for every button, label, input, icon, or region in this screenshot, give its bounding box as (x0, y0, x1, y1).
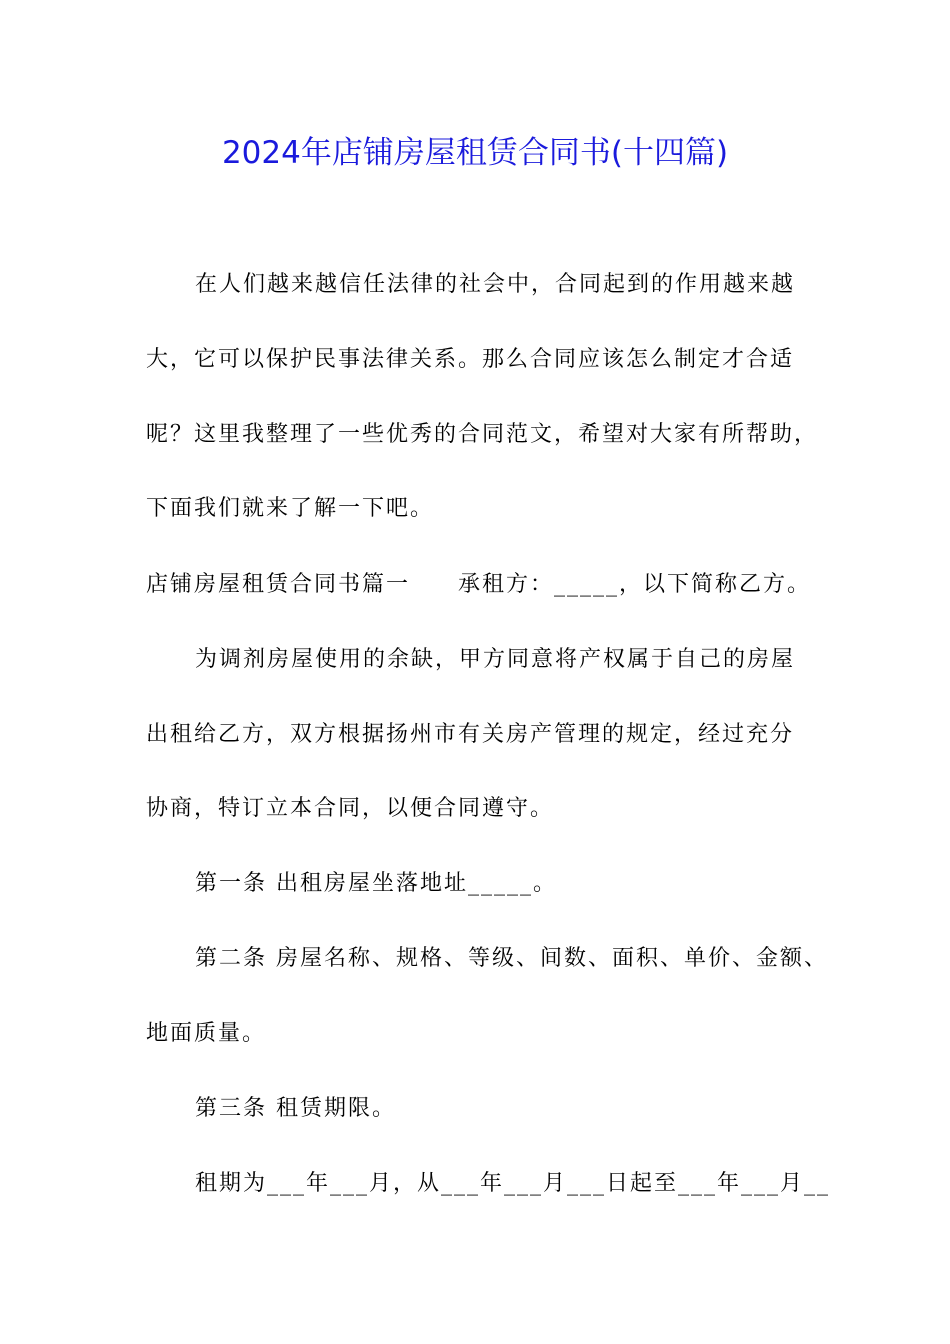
paragraph-line: 在人们越来越信任法律的社会中，合同起到的作用越来越 (195, 272, 796, 297)
clause-line: 租期为___年___月，从___年___月___日起至___年___月__ (195, 1171, 831, 1196)
clause-line: 第二条 房屋名称、规格、等级、间数、面积、单价、金额、 (195, 946, 828, 971)
document-title: 2024年店铺房屋租赁合同书(十四篇) (221, 135, 729, 171)
paragraph-line: 协商，特订立本合同，以便合同遵守。 (146, 796, 555, 821)
clause-line: 第三条 租赁期限。 (195, 1096, 396, 1121)
clause-line: 地面质量。 (146, 1021, 267, 1046)
clause-line: 第一条 出租房屋坐落地址_____。 (195, 871, 557, 896)
paragraph-line: 出租给乙方，双方根据扬州市有关房产管理的规定，经过充分 (146, 722, 795, 747)
paragraph-line: 下面我们就来了解一下吧。 (146, 496, 435, 521)
section-heading-line: 店铺房屋租赁合同书篇一 承租方：_____，以下简称乙方。 (146, 572, 812, 597)
paragraph-line: 为调剂房屋使用的余缺，甲方同意将产权属于自己的房屋 (195, 647, 796, 672)
paragraph-line: 大，它可以保护民事法律关系。那么合同应该怎么制定才合适 (146, 347, 795, 372)
paragraph-line: 呢？这里我整理了一些优秀的合同范文，希望对大家有所帮助， (146, 422, 819, 447)
